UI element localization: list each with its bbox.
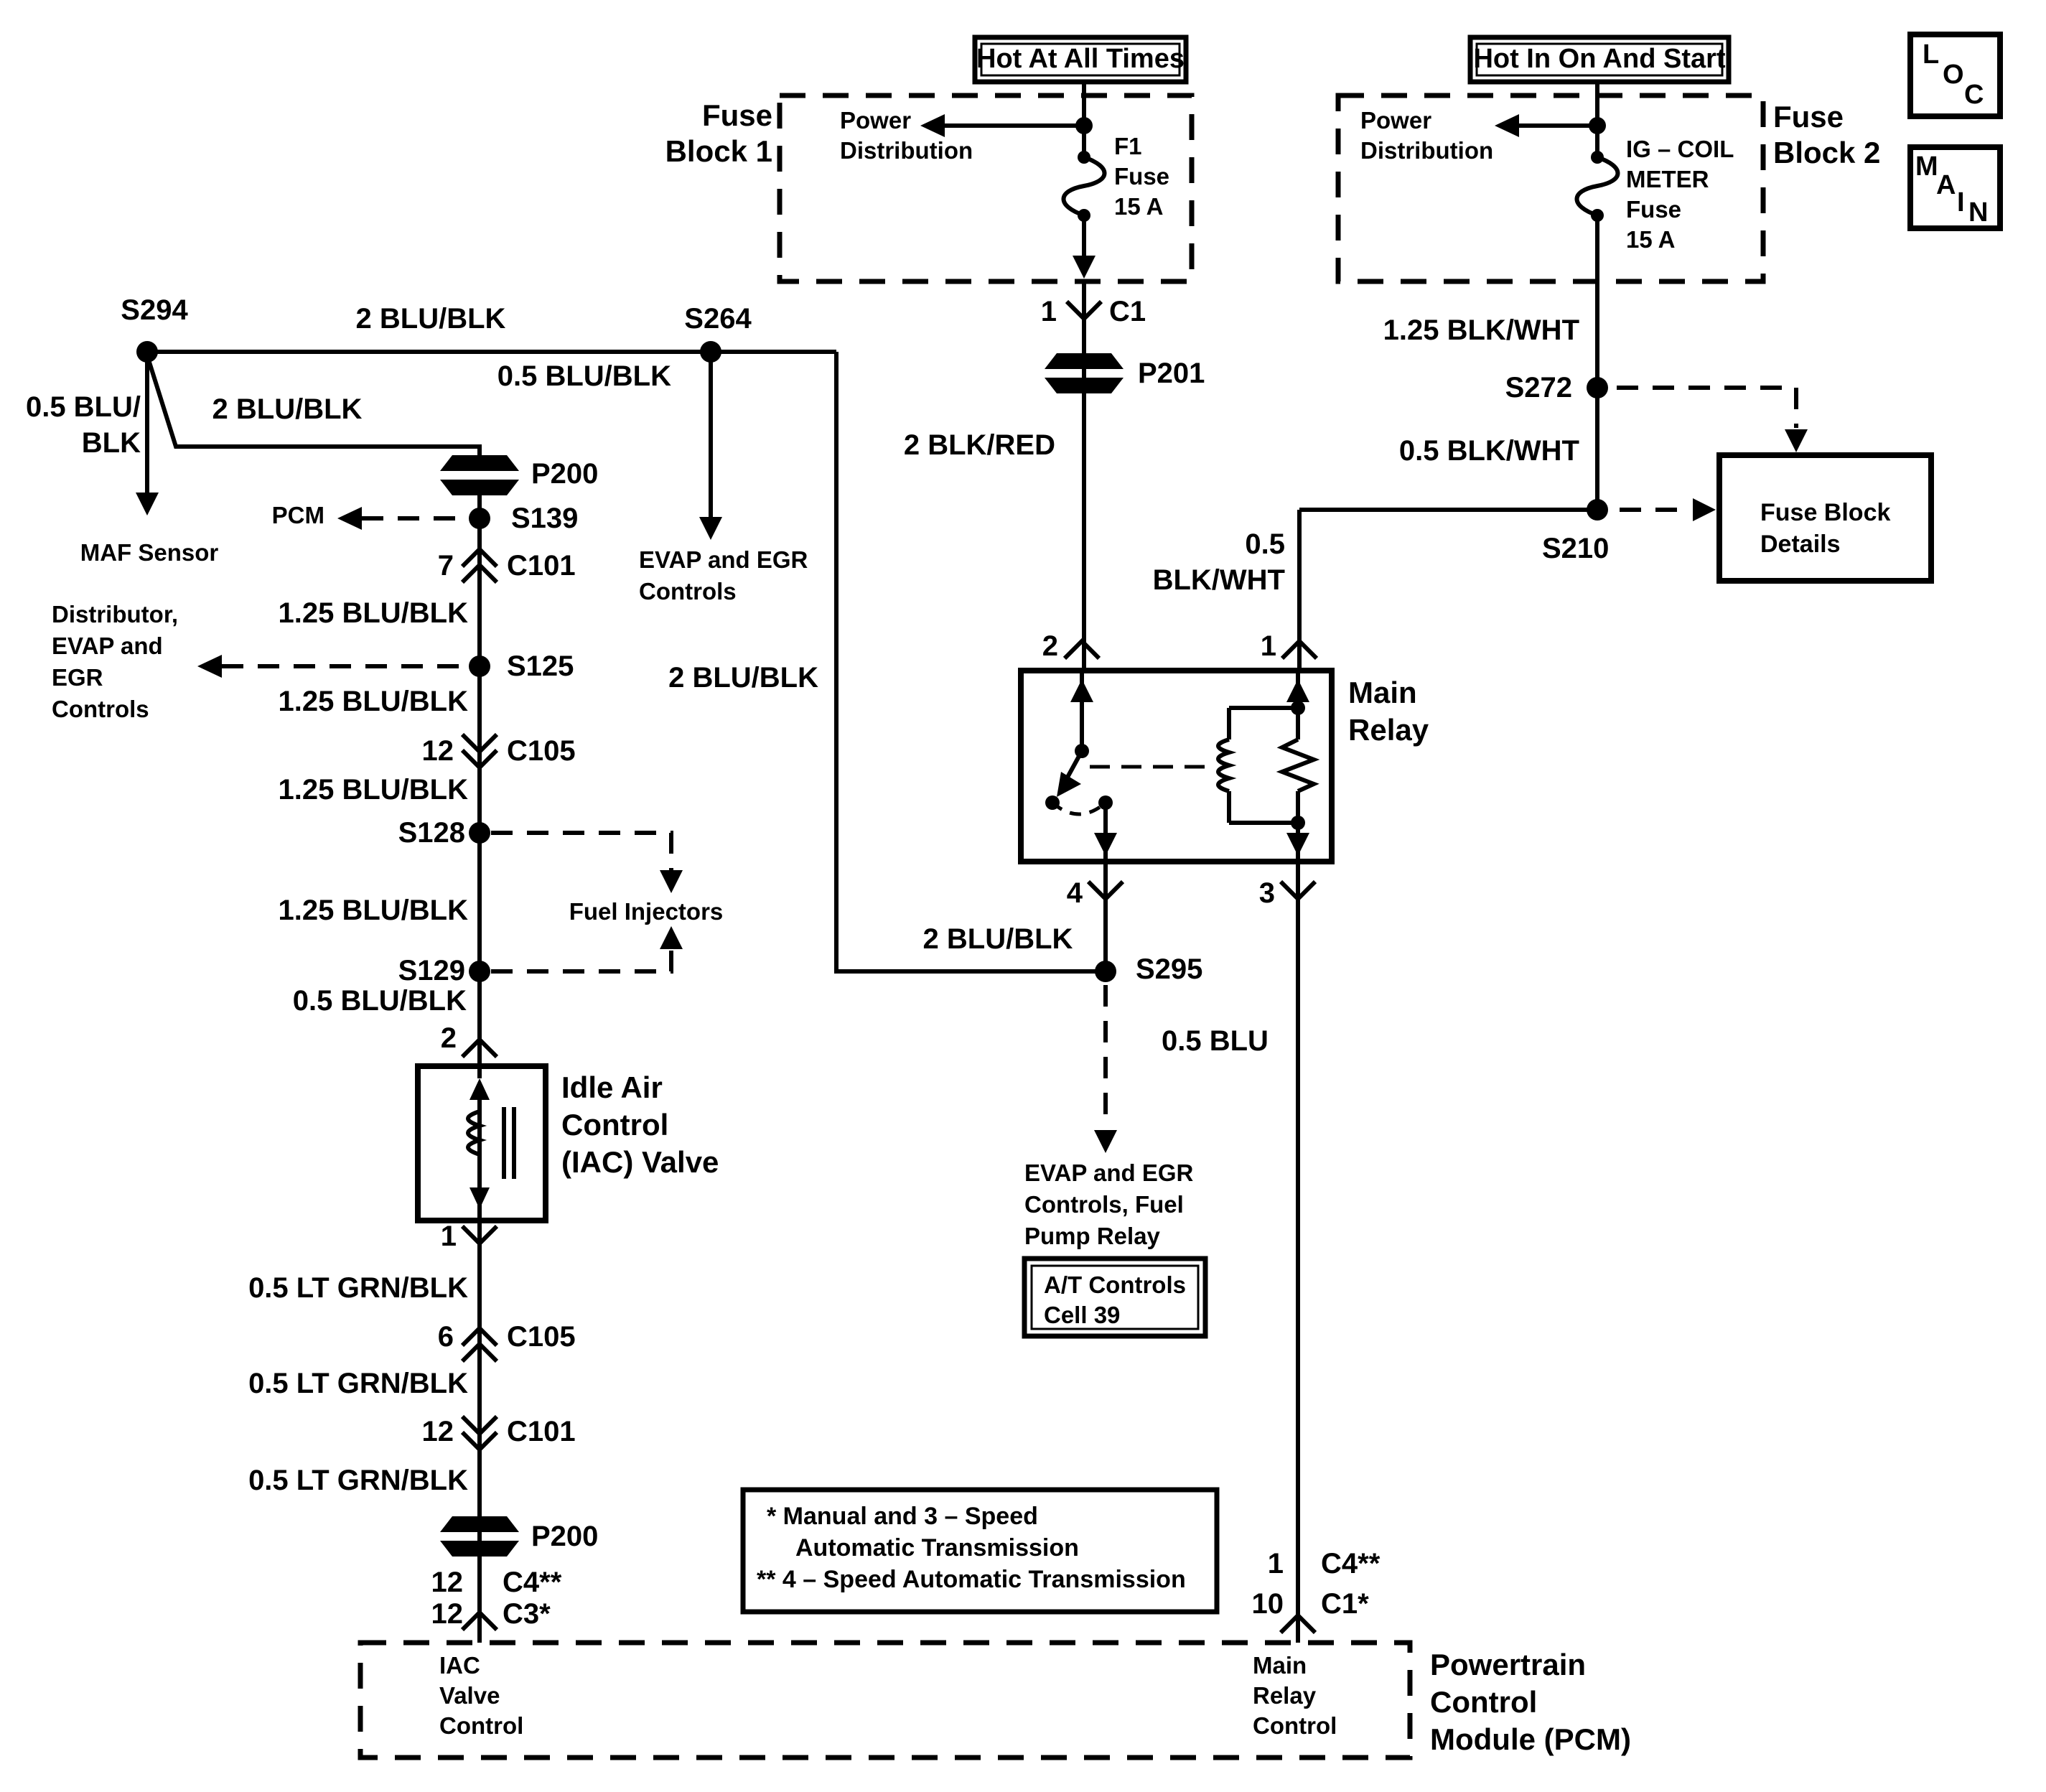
- splice-label-s210: S210: [1542, 533, 1610, 564]
- at-controls-1: A/T Controls: [1044, 1271, 1186, 1298]
- evap-top-arrowhead: [699, 517, 722, 540]
- c1-name: C1: [1109, 296, 1146, 327]
- relay-title-2: Relay: [1348, 713, 1429, 747]
- splice-dots: [136, 117, 1608, 982]
- wire-label-05-blu-s294-1: 0.5 BLU/: [25, 391, 141, 423]
- wire-label-05-blu: 0.5 BLU: [1162, 1025, 1269, 1057]
- fuse-block-1-wires: [945, 82, 1105, 267]
- splice-label-s294: S294: [121, 294, 188, 326]
- wire-label-05-blu-s294-2: BLK: [81, 427, 141, 459]
- loc-letter-o: O: [1943, 60, 1964, 90]
- wire-label-05-blk-wht-center-1: 0.5: [1245, 528, 1285, 560]
- fb2-distribution: Distribution: [1360, 137, 1494, 164]
- dest-fuel-injectors: Fuel Injectors: [569, 898, 724, 925]
- fuel-injectors-down-arrowhead: [660, 870, 683, 893]
- c3-left-name: C3*: [503, 1598, 551, 1630]
- wire-label-05-blk-wht-right: 0.5 BLK/WHT: [1398, 435, 1579, 467]
- pcm-iac-1: IAC: [439, 1652, 480, 1679]
- main-letter-i: I: [1957, 187, 1965, 218]
- wire-label-2-blu-blk-top: 2 BLU/BLK: [355, 303, 506, 335]
- splice-dot-s125: [469, 655, 490, 677]
- dest-evap-fuel-pump-3: Pump Relay: [1024, 1223, 1160, 1249]
- p200-top-label: P200: [531, 458, 599, 490]
- wire-label-lt-grn-2: 0.5 LT GRN/BLK: [248, 1368, 468, 1399]
- splice-label-s295: S295: [1136, 953, 1203, 985]
- fb1-distribution: Distribution: [840, 137, 973, 164]
- fb1-down-arrowhead: [1073, 256, 1096, 279]
- wire-label-2-blu-blk-s295: 2 BLU/BLK: [922, 923, 1073, 955]
- s295-arrowhead: [1094, 1130, 1117, 1153]
- splice-dot-s264: [700, 341, 721, 363]
- s210-arrowhead: [1693, 498, 1716, 521]
- pcm-title-3: Module (PCM): [1430, 1722, 1631, 1756]
- fb2-fuse-rating: 15 A: [1626, 226, 1676, 253]
- wire-label-lt-grn-3: 0.5 LT GRN/BLK: [248, 1465, 468, 1496]
- pcm-iac-2: Valve: [439, 1682, 500, 1709]
- relay-pin-3: 3: [1258, 877, 1275, 909]
- splice-label-s128: S128: [398, 817, 465, 849]
- pcm-title-2: Control: [1430, 1685, 1538, 1719]
- wire-label-125-blu-blk-2: 1.25 BLU/BLK: [278, 686, 468, 717]
- fuse-block-details-1: Fuse Block: [1760, 499, 1891, 526]
- relay-pin-4: 4: [1066, 877, 1083, 909]
- iac-title-2: Control: [561, 1108, 669, 1142]
- c105-low-pin: 6: [437, 1321, 454, 1353]
- relay-pin-2: 2: [1042, 630, 1058, 662]
- fb2-power: Power: [1360, 107, 1432, 134]
- main-relay-internals: [1045, 671, 1314, 859]
- dest-evap-fuel-pump-2: Controls, Fuel: [1024, 1191, 1184, 1218]
- fuse-block-1-title-1: Fuse: [701, 98, 772, 132]
- note-line-3: ** 4 – Speed Automatic Transmission: [757, 1566, 1186, 1593]
- dest-distributor-4: Controls: [52, 696, 149, 722]
- dest-pcm: PCM: [271, 502, 324, 528]
- fuse-block-details-2: Details: [1760, 531, 1841, 558]
- c4-right-pin: 1: [1267, 1548, 1284, 1579]
- splice-label-s125: S125: [507, 650, 574, 682]
- c101-low-name: C101: [507, 1416, 576, 1447]
- fuse-block-2-title-1: Fuse: [1773, 100, 1844, 134]
- dest-evap-top-2: Controls: [639, 578, 737, 605]
- c105-mid-pin: 12: [421, 735, 454, 767]
- dest-evap-top-1: EVAP and EGR: [639, 546, 808, 573]
- c1-pin: 1: [1040, 296, 1057, 327]
- fb2-dist-arrowhead: [1495, 114, 1519, 137]
- relay-pin-1: 1: [1260, 630, 1276, 662]
- c3-left-pin: 12: [431, 1598, 463, 1630]
- fb1-fuse-word: Fuse: [1114, 163, 1170, 190]
- wire-label-125-blu-blk-3: 1.25 BLU/BLK: [278, 774, 468, 806]
- note-line-1: * Manual and 3 – Speed: [767, 1503, 1038, 1530]
- dest-distributor-3: EGR: [52, 664, 103, 691]
- wire-label-05-blk-wht-center-2: BLK/WHT: [1152, 564, 1285, 596]
- pcm-relay-3: Control: [1253, 1712, 1337, 1739]
- splice-dot-s128: [469, 822, 490, 844]
- c101-top-pin: 7: [437, 550, 454, 582]
- iac-pin-2: 2: [440, 1022, 457, 1054]
- at-controls-2: Cell 39: [1044, 1302, 1121, 1328]
- distributor-arrowhead: [197, 655, 222, 678]
- fb2-fuse-word: Fuse: [1626, 196, 1682, 223]
- splice-label-s264: S264: [684, 303, 752, 335]
- banner-hot-in-on-and-start: Hot In On And Start: [1473, 44, 1726, 74]
- iac-pin-1: 1: [440, 1221, 457, 1252]
- c105-low-name: C105: [507, 1321, 576, 1353]
- pcm-iac-3: Control: [439, 1712, 524, 1739]
- c101-low-pin: 12: [421, 1416, 454, 1447]
- wire-label-lt-grn-1: 0.5 LT GRN/BLK: [248, 1272, 468, 1304]
- dest-distributor-2: EVAP and: [52, 633, 163, 659]
- fb1-fuse-rating: 15 A: [1114, 193, 1164, 220]
- wire-label-2-blu-blk-diag: 2 BLU/BLK: [212, 393, 363, 425]
- wire-label-125-blu-blk-1: 1.25 BLU/BLK: [278, 597, 468, 629]
- p200-top-symbol: [440, 455, 519, 495]
- wire-label-125-blk-wht: 1.25 BLK/WHT: [1383, 314, 1579, 346]
- fb1-power: Power: [840, 107, 912, 134]
- pcm-relay-2: Relay: [1253, 1682, 1317, 1709]
- main-letter-m: M: [1915, 151, 1938, 182]
- relay-title-1: Main: [1348, 676, 1417, 709]
- c4-left-pin: 12: [431, 1567, 463, 1598]
- splice-label-s139: S139: [511, 503, 579, 534]
- wire-label-05-blu-blk-s264: 0.5 BLU/BLK: [497, 360, 671, 392]
- fuse-block-2-title-2: Block 2: [1773, 136, 1881, 169]
- splice-label-s129: S129: [398, 955, 465, 986]
- loc-letter-l: L: [1923, 39, 1940, 70]
- fb1-fuse-name: F1: [1114, 133, 1142, 159]
- splice-dot-s139: [469, 508, 490, 529]
- wire-label-2-blk-red: 2 BLK/RED: [903, 429, 1055, 461]
- c105-mid-name: C105: [507, 735, 576, 767]
- dest-distributor-1: Distributor,: [52, 601, 179, 627]
- loc-letter-c: C: [1964, 80, 1984, 110]
- main-letter-a: A: [1936, 170, 1956, 200]
- fb2-fuse-name-2: METER: [1626, 166, 1709, 192]
- pcm-spur-arrowhead: [337, 507, 362, 530]
- dashed-fuse-details: [1617, 388, 1796, 510]
- pcm-title-1: Powertrain: [1430, 1648, 1587, 1681]
- banner-hot-at-all-times: Hot At All Times: [976, 44, 1185, 74]
- c1-right-name: C1*: [1321, 1588, 1369, 1620]
- splice-dot-s294: [136, 341, 158, 363]
- splice-label-s272: S272: [1505, 372, 1572, 403]
- p201-label: P201: [1138, 358, 1205, 389]
- dest-maf-sensor: MAF Sensor: [80, 539, 219, 566]
- splice-dot-s129: [469, 961, 490, 982]
- wire-label-2-blu-blk-vert: 2 BLU/BLK: [668, 662, 818, 694]
- dest-evap-fuel-pump-1: EVAP and EGR: [1024, 1159, 1194, 1186]
- main-letter-n: N: [1968, 197, 1989, 228]
- c4-left-name: C4**: [503, 1567, 562, 1598]
- fb2-fuse-name-1: IG – COIL: [1626, 136, 1734, 162]
- note-line-2: Automatic Transmission: [795, 1534, 1079, 1562]
- c101-top-name: C101: [507, 550, 576, 582]
- s272-arrowhead: [1785, 429, 1808, 452]
- c4-right-name: C4**: [1321, 1548, 1381, 1579]
- iac-title-3: (IAC) Valve: [561, 1145, 719, 1179]
- pcm-relay-1: Main: [1253, 1652, 1307, 1679]
- wire-label-05-blu-blk-iac: 0.5 BLU/BLK: [292, 985, 467, 1017]
- iac-title-1: Idle Air: [561, 1070, 663, 1104]
- p200-bottom-label: P200: [531, 1521, 599, 1552]
- wire-label-125-blu-blk-4: 1.25 BLU/BLK: [278, 895, 468, 926]
- fb1-dist-arrowhead: [920, 114, 945, 137]
- c1-right-pin: 10: [1251, 1588, 1284, 1620]
- main-relay-box: [1021, 671, 1332, 862]
- fuse-block-1-title-2: Block 1: [665, 134, 772, 168]
- fuel-injectors-up-arrowhead: [660, 926, 683, 949]
- maf-arrowhead: [136, 493, 159, 515]
- iac-internals: [468, 1078, 514, 1209]
